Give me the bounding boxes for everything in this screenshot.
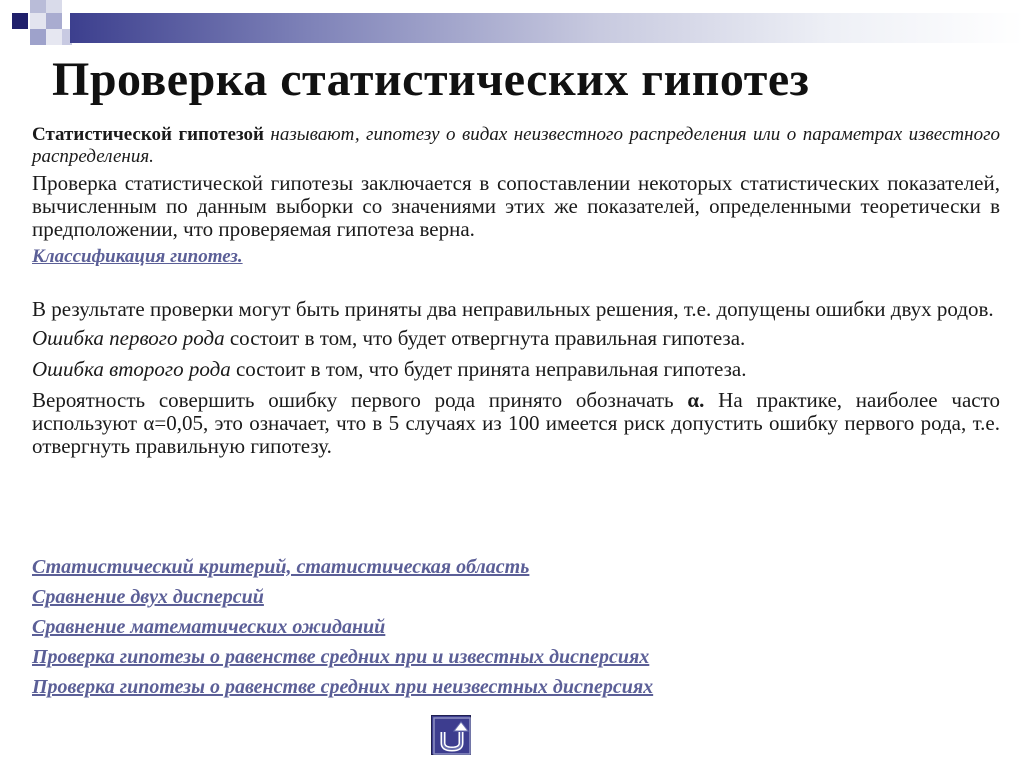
decor-square: [12, 13, 28, 29]
slide-content: [12, 124, 1000, 458]
link-means-known-variances[interactable]: Проверка гипотезы о равенстве средних при и известных дисперсиях: [32, 646, 650, 668]
decor-square: [30, 29, 46, 45]
link-means-unknown-variances[interactable]: Проверка гипотезы о равенстве средних при неизвестных дисперсиях: [32, 676, 654, 698]
probability-before: Вероятность совершить ошибку первого рода принято обозначать: [32, 388, 688, 412]
decor-square: [46, 29, 62, 45]
error2-paragraph: [12, 358, 1000, 381]
check-paragraph: Проверка статистической гипотезы заключается в сопоставлении некоторых статистических показателей, вычисленным по данным выборки со значениями этих же показателей, определенными теоретически в предположении, что проверяемая гипотеза верна.: [32, 171, 1000, 241]
u-turn-arrow-icon: [432, 716, 472, 756]
alpha-symbol: α.: [687, 388, 705, 412]
definition-paragraph: [12, 124, 1000, 168]
link-two-variances[interactable]: Сравнение двух дисперсий: [32, 586, 264, 608]
decor-square: [30, 0, 46, 13]
link-expectations[interactable]: Сравнение математических ожиданий: [32, 616, 386, 638]
decor-square: [30, 13, 46, 29]
probability-paragraph: [12, 389, 1000, 458]
home-button[interactable]: [431, 715, 471, 755]
result-paragraph: В результате проверки могут быть приняты два неправильных решения, т.е. допущены ошибки двух родов.: [32, 297, 994, 321]
classification-link[interactable]: Классификация гипотез.: [32, 246, 243, 267]
page-title: Проверка статистических гипотез: [52, 53, 810, 106]
error1-term: Ошибка первого рода: [32, 326, 225, 350]
top-decoration-bar: [0, 0, 1024, 50]
error2-text: состоит в том, что будет принята неправильная гипотеза.: [230, 357, 747, 381]
definition-term: Статистической гипотезой: [32, 124, 264, 145]
probability-after: На практике, наиболее часто используют α=0,05, это означает, что в 5 случаях из 100 имеется риск допустить ошибку первого рода, т.е. отвергнуть правильную гипотезу.: [32, 388, 1000, 458]
decor-square: [46, 0, 62, 13]
error1-text: состоит в том, что будет отвергнута правильная гипотеза.: [224, 326, 746, 350]
links-list: [12, 552, 992, 702]
decor-square: [46, 13, 62, 29]
definition-text: называют, гипотезу о видах неизвестного распределения или о параметрах известного распределения.: [32, 124, 1000, 167]
error1-paragraph: [12, 327, 1000, 350]
link-criterion[interactable]: Статистический критерий, статистическая область: [32, 556, 530, 578]
gradient-bar: [70, 13, 1024, 43]
error2-term: Ошибка второго рода: [32, 357, 231, 381]
